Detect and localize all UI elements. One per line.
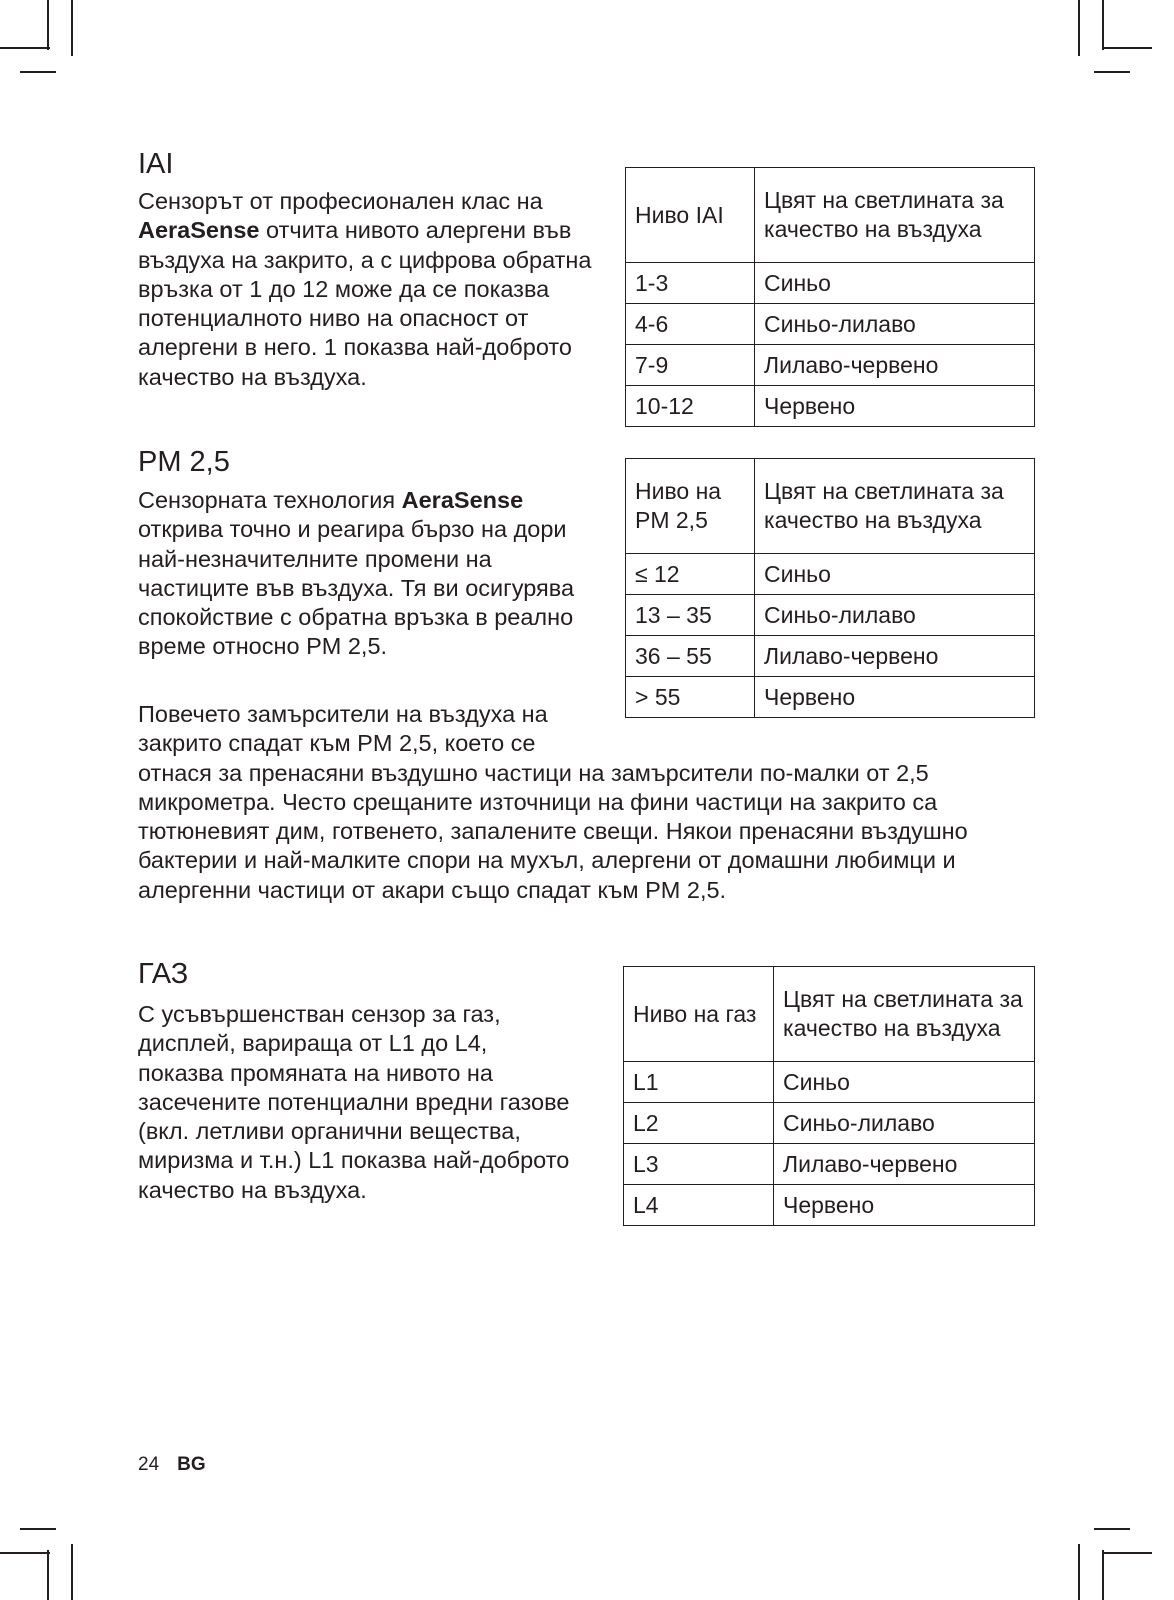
header-color: Цвят на светлината за качество на въздуха bbox=[755, 168, 1035, 263]
pm25-heading: PM 2,5 bbox=[138, 446, 230, 478]
color-cell: Лилаво-червено bbox=[755, 345, 1035, 386]
level-cell: L4 bbox=[624, 1185, 774, 1226]
crop-mark bbox=[1078, 1544, 1080, 1600]
iai-text-end: отчита нивото алергени във въздуха на закрито, а с цифрова обратна връзка от 1 до 12 може да се показва потенциалното ниво на опасност от алергени в него. 1 показва най-доброто качество на въздуха. bbox=[138, 217, 592, 390]
table-row bbox=[626, 595, 1035, 636]
level-cell: > 55 bbox=[626, 677, 755, 718]
color-cell: Синьо bbox=[774, 1062, 1035, 1103]
table-row bbox=[624, 1062, 1035, 1103]
level-cell: L1 bbox=[624, 1062, 774, 1103]
level-cell: 7-9 bbox=[626, 345, 755, 386]
table-row bbox=[624, 1185, 1035, 1226]
color-cell: Синьо bbox=[755, 263, 1035, 304]
color-cell: Лилаво-червено bbox=[755, 636, 1035, 677]
crop-mark bbox=[71, 0, 73, 56]
pm25-table bbox=[625, 458, 1035, 718]
crop-mark bbox=[1078, 0, 1080, 56]
color-cell: Червено bbox=[755, 386, 1035, 427]
level-cell: L2 bbox=[624, 1103, 774, 1144]
table-row bbox=[626, 263, 1035, 304]
level-cell: 4-6 bbox=[626, 304, 755, 345]
table-row bbox=[626, 386, 1035, 427]
table-row bbox=[626, 636, 1035, 677]
crop-mark bbox=[47, 0, 49, 50]
iai-heading: IAI bbox=[138, 148, 174, 180]
crop-mark bbox=[47, 1550, 49, 1600]
header-level: Ниво на PM 2,5 bbox=[626, 459, 755, 554]
header-color: Цвят на светлината за качество на въздуха bbox=[755, 459, 1035, 554]
header-color: Цвят на светлината за качество на въздуха bbox=[774, 967, 1035, 1062]
color-cell: Лилаво-червено bbox=[774, 1144, 1035, 1185]
gas-heading: ГАЗ bbox=[138, 958, 189, 990]
color-cell: Синьо-лилаво bbox=[755, 304, 1035, 345]
crop-mark bbox=[1102, 47, 1152, 49]
iai-text-start: Сензорът от професионален клас на bbox=[138, 188, 543, 214]
color-cell: Червено bbox=[755, 677, 1035, 718]
table-row bbox=[626, 345, 1035, 386]
page-number: 24 bbox=[138, 1454, 160, 1475]
pm25-text-start: Сензорната технология bbox=[138, 487, 402, 513]
color-cell: Червено bbox=[774, 1185, 1035, 1226]
pm25-description bbox=[138, 486, 600, 662]
table-header-row bbox=[624, 967, 1035, 1062]
level-cell: 13 – 35 bbox=[626, 595, 755, 636]
page-footer bbox=[138, 1454, 206, 1476]
crop-mark bbox=[20, 1528, 56, 1530]
iai-description bbox=[138, 187, 600, 392]
color-cell: Синьо-лилаво bbox=[774, 1103, 1035, 1144]
header-level: Ниво IAI bbox=[626, 168, 755, 263]
table-row bbox=[626, 304, 1035, 345]
crop-mark bbox=[1102, 1550, 1104, 1600]
level-cell: L3 bbox=[624, 1144, 774, 1185]
brand-name: AeraSense bbox=[138, 217, 260, 244]
brand-name: AeraSense bbox=[401, 487, 524, 513]
level-cell: ≤ 12 bbox=[626, 554, 755, 595]
header-level: Ниво на газ bbox=[624, 967, 774, 1062]
pm25-text-end: открива точно и реагира бързо на дори най-незначителните промени на частиците във въздуха. Тя ви осигурява спокойствие с обратна връзка в реално време относно PM 2,5. bbox=[138, 516, 575, 660]
table-row bbox=[626, 677, 1035, 718]
pm25-details-text: Повечето замърсители на въздуха на закрито спадат към PM 2,5, което се отнася за пренасяни въздушно частици на замърсители по-малки от 2,5 микрометра. Често срещаните източници на фини частици на закрито са тютюневият дим, готвенето, запалените свещи. Някои пренасяни въздушно бактерии и най-малките спори на мухъл, алергени от домашни любимци и алергенни частици от акари също спадат към PM 2,5. bbox=[138, 701, 968, 903]
crop-mark bbox=[0, 47, 50, 49]
table-row bbox=[624, 1144, 1035, 1185]
table-header-row bbox=[626, 459, 1035, 554]
table-row bbox=[626, 554, 1035, 595]
crop-mark bbox=[1094, 71, 1130, 73]
crop-mark bbox=[1094, 1528, 1130, 1530]
table-header-row bbox=[626, 168, 1035, 263]
color-cell: Синьо-лилаво bbox=[755, 595, 1035, 636]
level-cell: 1-3 bbox=[626, 263, 755, 304]
crop-mark bbox=[20, 71, 56, 73]
iai-table bbox=[625, 167, 1035, 427]
language-code: BG bbox=[177, 1454, 206, 1475]
crop-mark bbox=[71, 1544, 73, 1600]
crop-mark bbox=[1102, 1552, 1152, 1554]
gas-table bbox=[623, 966, 1035, 1226]
pm25-details bbox=[138, 700, 1018, 905]
crop-mark bbox=[0, 1552, 50, 1554]
level-cell: 36 – 55 bbox=[626, 636, 755, 677]
color-cell: Синьо bbox=[755, 554, 1035, 595]
crop-mark bbox=[1102, 0, 1104, 50]
gas-description: С усъвършенстван сензор за газ, дисплей, варираща от L1 до L4, показва промяната на нивото на засечените потенциални вредни газове (вкл. летливи органични вещества, миризма и т.н.) L1 показва най-доброто качество на въздуха. bbox=[138, 1001, 570, 1203]
level-cell: 10-12 bbox=[626, 386, 755, 427]
table-row bbox=[624, 1103, 1035, 1144]
